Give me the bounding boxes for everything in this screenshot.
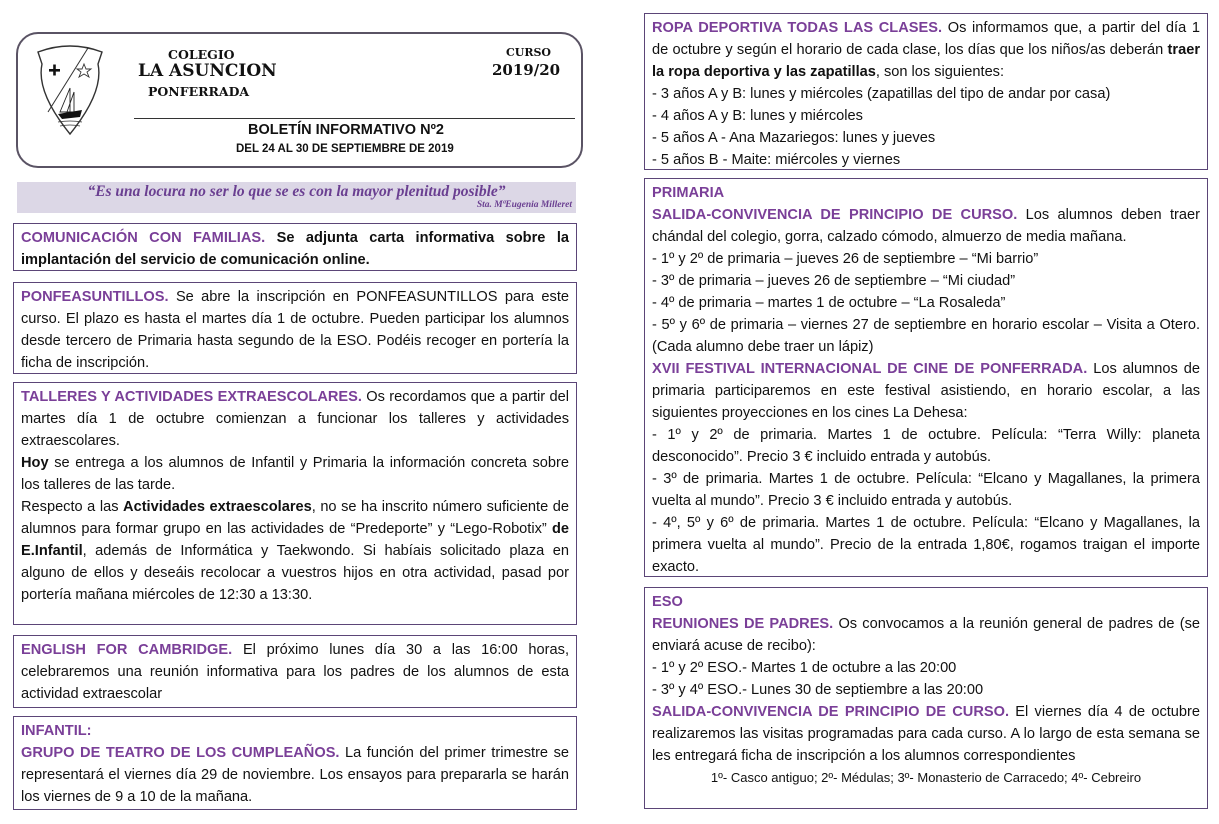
section-title: SALIDA-CONVIVENCIA DE PRINCIPIO DE CURSO. — [652, 704, 1010, 720]
section-text: , son los siguientes: — [875, 64, 1005, 80]
section-title: GRUPO DE TEATRO DE LOS CUMPLEAÑOS. — [21, 745, 340, 761]
section-text: Respecto a las — [21, 499, 119, 515]
list-item: - 5 años B - Maite: miércoles y viernes — [652, 152, 901, 168]
list-item: - 3º de primaria – jueves 26 de septiembre – “Mi ciudad” — [652, 273, 1016, 289]
list-item: - 1º y 2º ESO.- Martes 1 de octubre a las 20:00 — [652, 660, 957, 676]
section-comunicacion — [13, 223, 577, 271]
section-heading: ESO — [652, 594, 683, 610]
section-text: , no se ha inscrito número suficiente de alumnos para formar grupo en las actividades de “Predeporte” y “Lego-Robotix” — [21, 499, 569, 537]
section-text: , además de Informática y Taekwondo. Si habíais solicitado plaza en alguno de ellos y deseáis recolocar a vuestros hijos en otra actividad, pasad por portería mañana miércoles de 12:30 a 13:30. — [21, 543, 569, 603]
school-city: PONFERRADA — [148, 84, 250, 99]
section-title: COMUNICACIÓN CON FAMILIAS. — [21, 230, 266, 246]
section-text: Os convocamos a la reunión general de padres de (se enviará acuse de recibo): — [652, 616, 1200, 654]
school-label: COLEGIO — [168, 47, 235, 62]
section-text: El viernes día 4 de octubre realizaremos las visitas programadas para cada curso. A lo largo de esta semana se les entregará ficha de inscripción a los alumnos correspondientes — [652, 704, 1201, 764]
section-title: ROPA DEPORTIVA TODAS LAS CLASES. — [652, 20, 943, 36]
bulletin-dates: DEL 24 AL 30 DE SEPTIEMBRE DE 2019 — [236, 143, 454, 155]
section-text: Os informamos que, a partir del día 1 de octubre y según el horario de cada clase, los días que los niños/as deberán — [652, 20, 1200, 58]
list-item: - 4 años A y B: lunes y miércoles — [652, 108, 863, 124]
section-infantil — [13, 716, 577, 810]
school-name: LA ASUNCION — [138, 61, 277, 81]
section-heading: PRIMARIA — [652, 185, 725, 201]
section-eso — [644, 587, 1208, 809]
section-talleres — [13, 382, 577, 625]
section-text: La función del primer trimestre se representará el viernes día 29 de noviembre. Los ensayos para prepararla se harán los viernes de 9 a 10 de la mañana. — [21, 745, 569, 805]
section-text: El próximo lunes día 30 a las 16:00 horas, celebraremos una reunión informativa para los padres de los alumnos de esta actividad extraescolar — [21, 642, 569, 702]
quote-text: “Es una locura no ser lo que se es con la mayor plenitud posible” — [87, 183, 506, 200]
section-english — [13, 635, 577, 708]
list-item: - 3º y 4º ESO.- Lunes 30 de septiembre a las 20:00 — [652, 682, 984, 698]
bulletin-title: BOLETÍN INFORMATIVO Nº2 — [248, 122, 444, 138]
header-divider — [134, 118, 575, 119]
list-item: - 5 años A - Ana Mazariegos: lunes y jueves — [652, 130, 936, 146]
list-item: - 4º, 5º y 6º de primaria. Martes 1 de octubre. Película: “Elcano y Magallanes, la primera vuelta al mundo”. Precio de la entrada 1,80€, rogamos traigan el importe exacto. — [652, 515, 1200, 575]
section-primaria — [644, 178, 1208, 577]
section-text: Os recordamos que a partir del martes día 1 de octubre comienzan a funcionar los talleres y actividades extraescolares. — [21, 389, 569, 449]
section-bold: de E.Infantil — [21, 521, 569, 559]
section-title: XVII FESTIVAL INTERNACIONAL DE CINE DE PONFERRADA. — [652, 361, 1088, 377]
list-item: - 3 años A y B: lunes y miércoles (zapatillas del tipo de andar por casa) — [652, 86, 1111, 102]
section-text: Los alumnos deben traer chándal del colegio, gorra, calzado cómodo, almuerzo de media mañana. — [652, 207, 1200, 245]
section-title: SALIDA-CONVIVENCIA DE PRINCIPIO DE CURSO. — [652, 207, 1018, 223]
section-ropa-deportiva — [644, 13, 1208, 170]
section-text: se entrega a los alumnos de Infantil y Primaria la información concreta sobre los talleres de las tarde. — [21, 455, 569, 493]
section-bold: traer la ropa deportiva y las zapatillas — [652, 42, 1200, 80]
section-text: Se adjunta carta informativa sobre la implantación del servicio de comunicación online. — [21, 230, 569, 268]
section-title: REUNIONES DE PADRES. — [652, 616, 834, 632]
list-item: - 1º y 2º de primaria. Martes 1 de octubre. Película: “Terra Willy: planeta desconocido”. Precio 3 € incluido entrada y autobús. — [652, 427, 1200, 465]
quote-author: Sta. MªEugenia Milleret — [476, 200, 572, 210]
newsletter-header — [16, 32, 583, 168]
section-text: Se abre la inscripción en PONFEASUNTILLOS para este curso. El plazo es hasta el martes día 1 de octubre. Pueden participar los alumnos desde tercero de Primaria hasta segundo de la ESO. Podéis recoger en portería la ficha de inscripción. — [21, 289, 569, 371]
section-ponfeasuntillos — [13, 282, 577, 374]
section-bold: Hoy — [21, 455, 49, 471]
list-item: - 4º de primaria – martes 1 de octubre – “La Rosaleda” — [652, 295, 1006, 311]
section-text: Los alumnos de primaria participaremos en este festival asistiendo, en horario escolar, a las siguientes proyecciones en los cines La Dehesa: — [652, 361, 1200, 421]
section-title: TALLERES Y ACTIVIDADES EXTRAESCOLARES. — [21, 389, 362, 405]
school-shield-logo-icon — [34, 42, 106, 138]
list-item: - 3º de primaria. Martes 1 de octubre. Película: “Elcano y Magallanes, la primera vuelta al mundo”. Precio 3 € incluido entrada y autobús. — [652, 471, 1200, 509]
curso-year: 2019/20 — [492, 61, 561, 79]
list-item: - 5º y 6º de primaria – viernes 27 de septiembre en horario escolar – Visita a Otero. (Cada alumno debe traer un lápiz) — [652, 317, 1200, 355]
quote-banner — [17, 182, 576, 213]
section-heading: INFANTIL: — [21, 723, 92, 739]
section-title: ENGLISH FOR CAMBRIDGE. — [21, 642, 233, 658]
section-title: PONFEASUNTILLOS. — [21, 289, 169, 305]
list-item: - 1º y 2º de primaria – jueves 26 de septiembre – “Mi barrio” — [652, 251, 1039, 267]
section-bold: Actividades extraescolares — [123, 499, 312, 515]
visits-line: 1º- Casco antiguo; 2º- Médulas; 3º- Monasterio de Carracedo; 4º- Cebreiro — [710, 770, 1142, 785]
curso-label: CURSO — [506, 46, 552, 59]
